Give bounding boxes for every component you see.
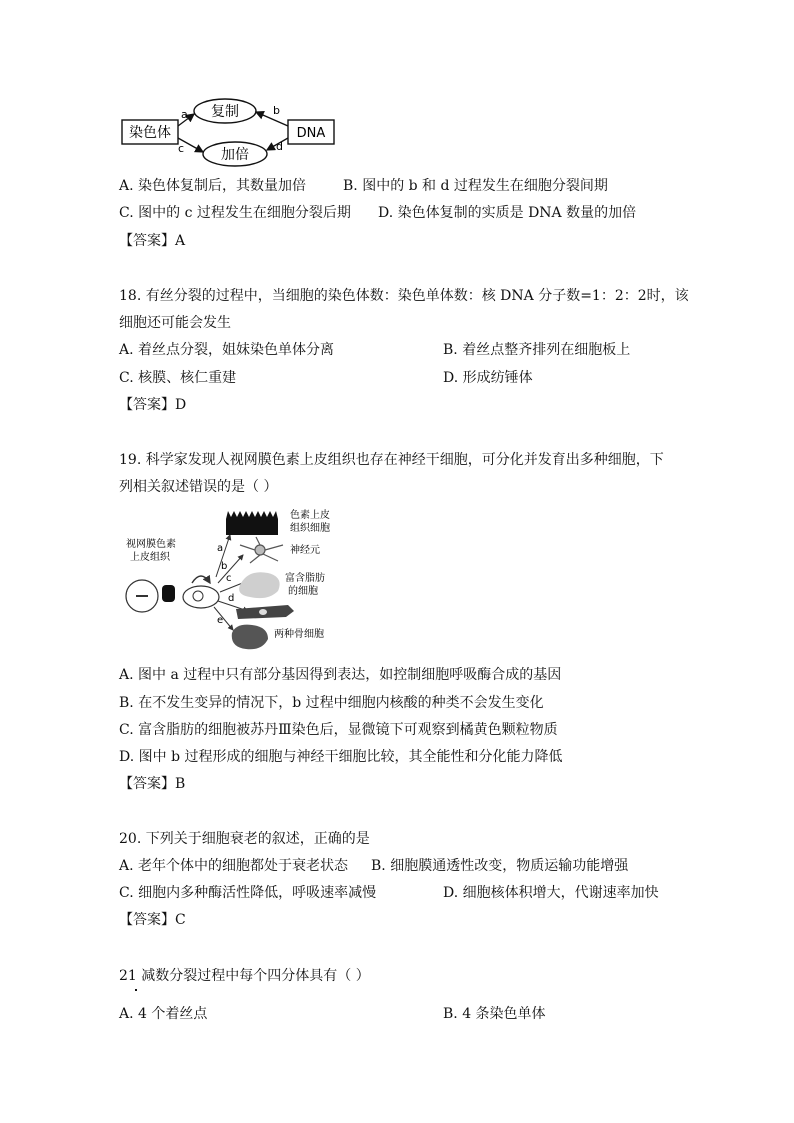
self-renew-arrow [192,576,210,583]
q18-option-c: C. 核膜、核仁重建 [119,370,237,386]
q19-option-b: B. 在不发生变异的情况下，b 过程中细胞内核酸的种类不会发生变化 [119,695,544,711]
q18-stem-line1: 18. 有丝分裂的过程中，当细胞的染色体数：染色单体数：核 DNA 分子数=1：2：2时，该 [119,288,689,304]
q19-figure [118,505,358,655]
arrow-b [256,112,288,126]
epithelial-label-line2: 组织细胞 [290,523,330,534]
q21-option-a: A. 4 个着丝点 [119,1006,208,1022]
q17-diagram [118,92,340,168]
q19-option-d: D. 图中 b 过程形成的细胞与神经干细胞比较，其全能性和分化能力降低 [119,749,563,765]
dna-label: DNA [296,126,326,141]
q18-option-b: B. 着丝点整齐排列在细胞板上 [443,342,631,358]
q20-answer: 【答案】C [119,912,186,928]
stem-cell-nucleus [193,591,203,601]
fat-cell-icon [239,572,280,598]
q18-stem-line2: 细胞还可能会发生 [119,315,231,331]
q17-option-a: A. 染色体复制后，其数量加倍 [119,178,307,194]
arrow-d-label: d [228,593,235,604]
fat-label-line2: 的细胞 [288,586,318,597]
q19-option-c: C. 富含脂肪的细胞被苏丹Ⅲ染色后，显微镜下可观察到橘黄色颗粒物质 [119,722,558,738]
q17-option-d: D. 染色体复制的实质是 DNA 数量的加倍 [378,205,637,221]
q19-answer: 【答案】B [119,776,186,792]
double-label: 加倍 [221,147,249,163]
arrow-c-label: c [178,142,185,155]
q17-answer: 【答案】A [119,233,186,249]
q19-option-a: A. 图中 a 过程中只有部分基因得到表达，如控制细胞呼吸酶合成的基因 [119,667,562,683]
bone-cell-nucleus [259,609,267,615]
neuron-icon [240,537,283,563]
bone-cell-2-icon [232,625,268,650]
stem-cell-icon [183,586,219,608]
source-label-line1: 视网膜色素 [126,539,176,550]
bone-label: 两种骨细胞 [274,629,324,640]
arrow-a-label: a [181,108,188,121]
q21-dot [135,989,137,991]
q20-option-c: C. 细胞内多种酶活性降低，呼吸速率减慢 [119,885,377,901]
arrow-b-label: b [221,561,228,572]
q20-stem: 20. 下列关于细胞衰老的叙述，正确的是 [119,831,370,847]
arrow-d-label: d [276,140,283,153]
q17-option-c: C. 图中的 c 过程发生在细胞分裂后期 [119,205,351,221]
arrow-c-label: c [226,573,232,584]
q19-stem-line1: 19. 科学家发现人视网膜色素上皮组织也存在神经干细胞，可分化并发育出多种细胞，下 [119,452,664,468]
arrow-b-label: b [273,104,280,117]
chromosome-label: 染色体 [129,125,171,141]
q18-option-d: D. 形成纺锤体 [443,370,533,386]
q18-answer: 【答案】D [119,397,187,413]
q17-option-b: B. 图中的 b 和 d 过程发生在细胞分裂间期 [343,178,608,194]
neuron-label: 神经元 [290,545,320,556]
source-label-line2: 上皮组织 [130,552,170,563]
q20-option-b: B. 细胞膜通透性改变，物质运输功能增强 [371,858,629,874]
q19-stem-line2: 列相关叙述错误的是（ ） [119,479,278,495]
q21-option-b: B. 4 条染色单体 [443,1006,546,1022]
replicate-label: 复制 [211,104,239,120]
q20-option-d: D. 细胞核体积增大，代谢速率加快 [443,885,659,901]
pigment-cell-icon [162,585,175,602]
q18-option-a: A. 着丝点分裂，姐妹染色单体分离 [119,342,335,358]
epithelial-label-line1: 色素上皮 [290,510,330,521]
arrow-e-label: e [217,615,224,626]
epithelial-cells-icon [226,511,278,535]
arrow-a-label: a [217,543,224,554]
q20-option-a: A. 老年个体中的细胞都处于衰老状态 [119,858,349,874]
fat-label-line1: 富含脂肪 [285,573,325,584]
q21-stem: 21 减数分裂过程中每个四分体具有（ ） [119,968,370,984]
